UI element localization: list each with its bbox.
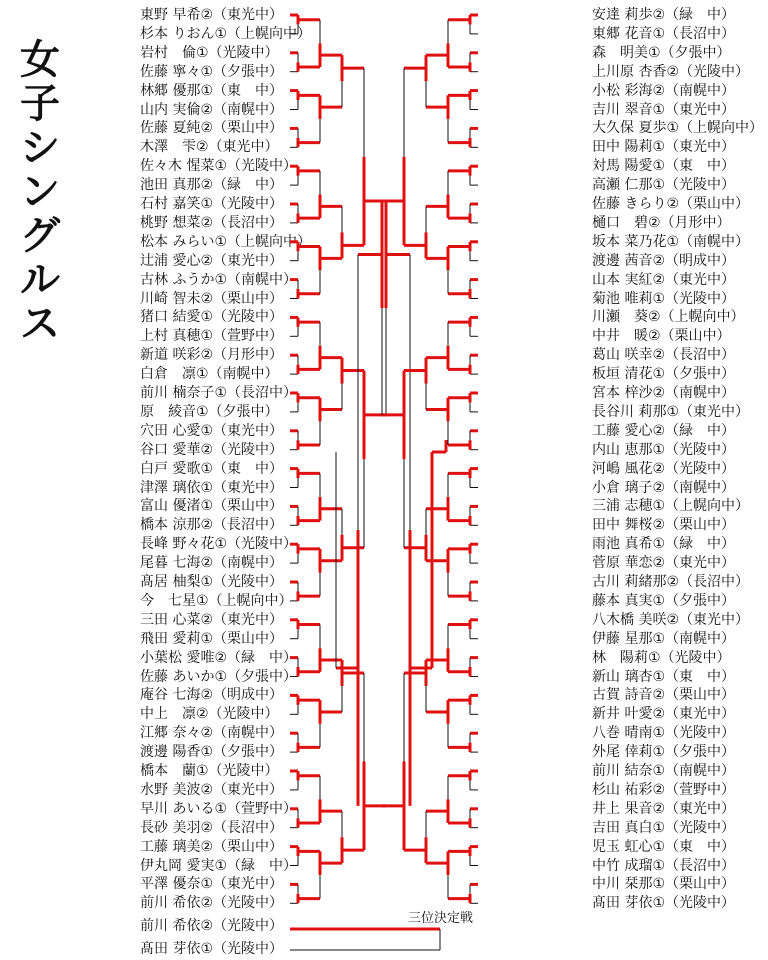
left-player-27: 富山 優渚①（栗山中） <box>140 498 284 515</box>
left-player-18: 上村 真穂①（萱野中） <box>140 328 284 345</box>
left-player-11: 石村 嘉笑①（光陵中） <box>140 196 284 212</box>
right-player-43: 井上 果音②（東光中） <box>592 800 736 817</box>
left-player-47: 平澤 優奈①（東光中） <box>140 876 284 893</box>
right-player-23: 工藤 愛心②（緑 中） <box>592 422 736 439</box>
left-player-4: 佐藤 寧々①（夕張中） <box>140 63 284 80</box>
right-player-39: 八巻 晴南①（光陵中） <box>592 725 736 742</box>
left-player-10: 池田 真那②（緑 中） <box>140 177 284 194</box>
right-player-10: 高瀬 仁那①（光陵中） <box>592 177 736 194</box>
right-player-44: 吉田 真白①（光陵中） <box>592 819 736 836</box>
left-player-3: 岩村 倫①（光陵中） <box>140 44 279 61</box>
right-player-28: 田中 舞桜②（栗山中） <box>592 517 736 534</box>
left-player-37: 庵谷 七海②（明成中） <box>140 687 284 704</box>
third-place-label: 三位決定戦 <box>408 911 474 926</box>
right-player-18: 中井 暖②（栗山中） <box>592 328 731 345</box>
left-player-7: 佐藤 夏純②（栗山中） <box>140 120 284 137</box>
right-player-5: 小松 彩海②（南幌中） <box>592 82 736 99</box>
right-player-47: 中川 栞那①（栗山中） <box>592 876 736 893</box>
right-player-46: 中竹 成瑠①（長沼中） <box>592 857 736 874</box>
left-player-33: 三田 心菜②（東光中） <box>140 611 284 628</box>
right-player-22: 長谷川 莉那①（東光中） <box>592 403 750 420</box>
left-player-36: 佐藤 あいか①（夕張中） <box>140 668 298 685</box>
right-player-8: 田中 陽莉①（東光中） <box>592 139 736 156</box>
left-player-48: 前川 希依②（光陵中） <box>140 895 284 912</box>
left-player-43: 早川 あいる①（萱野中） <box>140 800 298 817</box>
right-player-12: 樋口 碧②（月形中） <box>592 214 731 231</box>
left-player-26: 津澤 璃依①（東光中） <box>140 479 284 496</box>
right-player-37: 古賀 詩音②（栗山中） <box>592 687 736 704</box>
right-player-38: 新井 叶愛②（東光中） <box>592 706 736 723</box>
left-player-15: 古林 ふうか①（南幌中） <box>140 271 298 288</box>
left-player-28: 橋本 涼那②（長沼中） <box>140 517 284 534</box>
right-player-17: 川瀬 葵②（上幌向中） <box>592 309 745 326</box>
right-player-41: 前川 結奈①（南幌中） <box>592 763 736 779</box>
right-player-6: 吉川 翠音①（東光中） <box>592 101 736 118</box>
right-player-33: 八木橋 美咲②（東光中） <box>592 611 750 628</box>
third-place-player-2: 髙田 芽依①（光陵中） <box>140 941 284 957</box>
right-player-48: 髙田 芽依①（光陵中） <box>592 895 736 912</box>
right-player-35: 林 陽莉①（光陵中） <box>592 649 731 666</box>
left-player-29: 長峰 野々花①（光陵中） <box>140 536 298 553</box>
left-player-30: 尾暮 七海②（南幌中） <box>140 555 284 572</box>
right-player-4: 上川原 杏香②（光陵中） <box>592 63 750 80</box>
left-player-13: 松本 みらい①（上幌向中） <box>140 233 312 250</box>
right-player-1: 安達 莉歩②（緑 中） <box>592 7 736 23</box>
right-player-20: 板垣 清花①（夕張中） <box>592 366 736 383</box>
left-player-39: 江郷 奈々②（南幌中） <box>140 725 284 742</box>
left-player-34: 飛田 愛莉①（栗山中） <box>140 630 284 647</box>
right-player-42: 杉山 祐彩②（萱野中） <box>592 781 736 798</box>
left-player-25: 白戸 愛歌①（東 中） <box>140 460 284 477</box>
left-player-21: 前川 楠奈子①（長沼中） <box>140 385 298 401</box>
left-player-42: 水野 美波②（東光中） <box>140 781 284 798</box>
right-player-9: 対馬 陽愛①（東 中） <box>592 158 736 175</box>
left-player-19: 新道 咲彩②（月形中） <box>140 347 284 364</box>
left-player-41: 橋本 蘭①（光陵中） <box>140 763 279 779</box>
left-player-20: 白倉 凛①（南幌中） <box>140 366 279 383</box>
left-player-35: 小葉松 愛唯②（緑 中） <box>140 649 298 666</box>
left-player-12: 桃野 想菜②（長沼中） <box>140 214 284 231</box>
left-player-5: 林郷 優那①（東 中） <box>140 82 284 99</box>
right-player-21: 宮本 梓沙②（南幌中） <box>592 385 736 401</box>
left-player-31: 髙居 柚梨①（光陵中） <box>140 574 284 590</box>
left-player-23: 穴田 心愛①（東光中） <box>140 422 284 439</box>
left-player-16: 川崎 智未②（栗山中） <box>140 290 284 307</box>
right-player-3: 森 明美①（夕張中） <box>592 44 731 61</box>
right-player-24: 内山 恵那①（光陵中） <box>592 441 736 458</box>
left-player-24: 谷口 愛華②（光陵中） <box>140 441 284 458</box>
right-player-15: 山本 実紅②（東光中） <box>592 271 736 288</box>
right-player-7: 大久保 夏歩①（上幌向中） <box>592 120 764 137</box>
third-place-player-1: 前川 希依②（光陵中） <box>140 918 284 934</box>
left-player-14: 辻浦 愛心②（東光中） <box>140 252 284 269</box>
right-player-27: 三浦 志穂①（上幌向中） <box>592 498 750 515</box>
right-player-13: 坂本 菜乃花①（南幌中） <box>592 233 750 250</box>
right-player-16: 菊池 唯莉①（光陵中） <box>592 290 736 307</box>
right-player-36: 新山 璃杏①（東 中） <box>592 668 736 685</box>
left-player-32: 今 七星①（上幌向中） <box>140 592 293 609</box>
right-player-45: 児玉 虹心①（東 中） <box>592 838 736 855</box>
left-player-46: 伊丸岡 愛実①（緑 中） <box>140 857 298 874</box>
right-player-19: 葛山 咲幸②（長沼中） <box>592 347 736 364</box>
left-player-22: 原 綾音①（夕張中） <box>140 403 279 420</box>
page-title: 女子シングルス <box>20 37 60 347</box>
left-player-40: 渡邊 陽香①（夕張中） <box>140 744 284 761</box>
left-player-45: 工藤 璃美②（栗山中） <box>140 838 284 855</box>
right-player-11: 佐藤 きらり②（栗山中） <box>592 196 750 212</box>
left-player-17: 猪口 結愛①（光陵中） <box>140 309 284 326</box>
right-player-26: 小倉 璃子②（南幌中） <box>592 479 736 496</box>
right-player-30: 菅原 華恋②（東光中） <box>592 555 736 572</box>
left-player-6: 山内 実倫②（南幌中） <box>140 101 284 118</box>
right-player-40: 外尾 倖莉①（夕張中） <box>592 744 736 761</box>
left-player-44: 長砂 美羽②（長沼中） <box>140 819 284 836</box>
right-player-14: 渡邊 茜音②（明成中） <box>592 252 736 269</box>
right-player-32: 藤本 真実①（夕張中） <box>592 592 736 609</box>
right-player-2: 東郷 花音①（長沼中） <box>592 25 736 42</box>
right-player-29: 雨池 真希①（緑 中） <box>592 536 736 553</box>
right-player-31: 古川 莉緒那②（長沼中） <box>592 574 750 590</box>
left-player-2: 杉本 りおん①（上幌向中） <box>140 25 312 42</box>
left-player-9: 佐々木 惺菜①（光陵中） <box>140 158 298 175</box>
right-player-34: 伊藤 星那①（南幌中） <box>592 630 736 647</box>
left-player-8: 木澤 雫②（東光中） <box>140 139 279 156</box>
left-player-38: 中上 凛②（光陵中） <box>140 706 279 723</box>
left-player-1: 東野 早希②（東光中） <box>140 7 284 23</box>
right-player-25: 河嶋 風花②（光陵中） <box>592 460 736 477</box>
